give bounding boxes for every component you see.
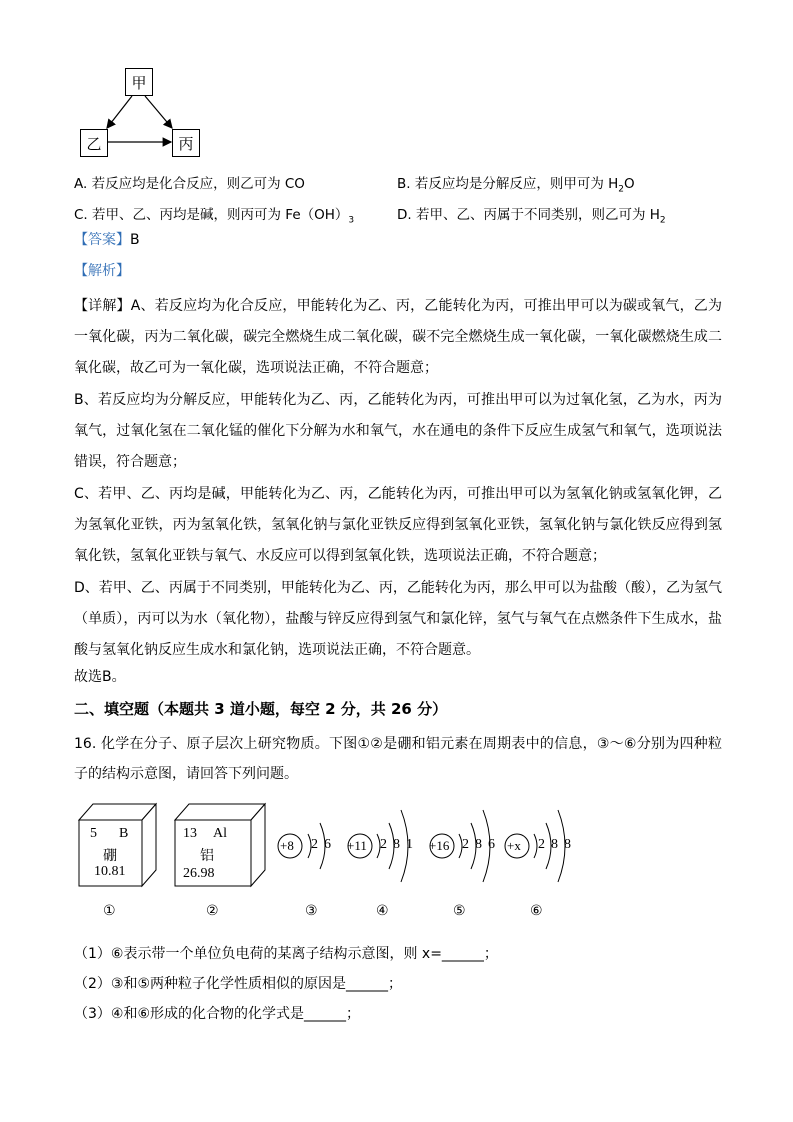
option-d-sub: 2 xyxy=(659,215,666,226)
aluminium-mass: 26.98 xyxy=(183,866,215,881)
aluminium-number: 13 xyxy=(183,826,197,841)
explanation-conclusion: 故选B。 xyxy=(74,669,126,685)
option-c xyxy=(74,203,354,226)
option-a: A. 若反应均是化合反应，则乙可为 CO xyxy=(74,176,305,192)
option-b-suffix: O xyxy=(624,176,635,192)
particle-6-shell-1: 2 xyxy=(538,837,545,852)
aluminium-symbol: Al xyxy=(213,826,227,841)
question16-sub3: （3）④和⑥形成的化合物的化学式是______； xyxy=(74,1006,361,1022)
option-d-prefix: D. 若甲、乙、丙属于不同类别，则乙可为 H xyxy=(397,207,660,223)
diagram-label-yi: 乙 xyxy=(86,134,102,153)
boron-mass: 10.81 xyxy=(94,864,126,879)
answer-label: 【答案】 xyxy=(74,232,130,248)
caption-5: ⑤ xyxy=(453,903,466,919)
caption-2: ② xyxy=(206,903,219,919)
option-b-prefix: B. 若反应均是分解反应，则甲可为 H xyxy=(397,176,619,192)
caption-3: ③ xyxy=(305,903,318,919)
particle-5-shell-1: 2 xyxy=(462,837,469,852)
periodic-cells xyxy=(70,800,275,895)
particle-6-shell-3: 8 xyxy=(564,837,571,852)
aluminium-name: 铝 xyxy=(200,848,214,864)
option-b-sub: 2 xyxy=(618,184,625,195)
option-c-sub: 3 xyxy=(348,215,355,226)
particle-4-nucleus: +11 xyxy=(347,838,367,853)
particle-5-shell-3: 6 xyxy=(488,837,495,852)
explanation-b: B、若反应均为分解反应，甲能转化为乙、丙，乙能转化为丙，可推出甲可以为过氧化氢，乙为水，丙为氧气，过氧化氢在二氧化锰的催化下分解为水和氧气，水在通电的条件下反应生成氢气和氧气，选项说法错误，符合题意； xyxy=(74,392,722,470)
detail-label: 【详解】 xyxy=(74,298,131,314)
caption-4: ④ xyxy=(376,903,389,919)
option-c-prefix: C. 若甲、乙、丙均是碱，则丙可为 Fe（OH） xyxy=(74,207,349,223)
particle-5-shell-2: 8 xyxy=(475,837,482,852)
answer-line xyxy=(74,229,140,249)
particle-3-shell-2: 6 xyxy=(324,837,331,852)
explanation-a-text: A、若反应均为化合反应，甲能转化为乙、丙，乙能转化为丙，可推出甲可以为碳或氧气，乙为一氧化碳，丙为二氧化碳，碳完全燃烧生成二氧化碳，碳不完全燃烧生成一氧化碳，一氧化碳燃烧生成二氧化碳，故乙可为一氧化碳，选项说法正确，不符合题意； xyxy=(74,298,722,376)
arrow-jia-to-bing xyxy=(145,96,172,128)
boron-number: 5 xyxy=(90,826,97,841)
diagram-label-bing: 丙 xyxy=(178,134,194,153)
particle-6-nucleus: +x xyxy=(507,838,521,853)
boron-symbol: B xyxy=(119,826,129,841)
caption-1: ① xyxy=(103,903,116,919)
explanation-d: D、若甲、乙、丙属于不同类别，甲能转化为乙、丙，乙能转化为丙，那么甲可以为盐酸（酸），乙为氢气（单质），丙可以为水（氧化物），盐酸与锌反应得到氢气和氯化锌，氢气与氧气在点燃条件下生成水，盐酸与氢氧化钠反应生成水和氯化钠，选项说法正确，不符合题意。 xyxy=(74,580,722,658)
particle-6-shell-2: 8 xyxy=(551,837,558,852)
question16-sub1: （1）⑥表示带一个单位负电荷的某离子结构示意图，则 x=______； xyxy=(74,946,498,962)
diagram-arrows xyxy=(0,0,260,170)
particle-3-nucleus: +8 xyxy=(280,838,294,853)
caption-6: ⑥ xyxy=(530,903,543,919)
option-b xyxy=(397,172,635,195)
option-d xyxy=(397,203,666,226)
section-title: 二、填空题（本题共 3 道小题，每空 2 分，共 26 分） xyxy=(74,700,448,718)
explanation-a xyxy=(74,291,722,384)
question16-sub2: （2）③和⑤两种粒子化学性质相似的原因是______； xyxy=(74,976,403,992)
explanation-c: C、若甲、乙、丙均是碱，甲能转化为乙、丙，乙能转化为丙，可推出甲可以为氢氧化钠或氢氧化钾，乙为氢氧化亚铁，丙为氢氧化铁，氢氧化钠与氯化亚铁反应得到氢氧化亚铁，氢氧化钠与氯化铁反应得到氢氧化铁，氢氧化亚铁与氧气、水反应可以得到氢氧化铁，选项说法正确，不符合题意； xyxy=(74,486,722,564)
arrow-jia-to-yi xyxy=(107,96,132,128)
question16-text: 16. 化学在分子、原子层次上研究物质。下图①②是硼和铝元素在周期表中的信息，③～⑥分别为四种粒子的结构示意图，请回答下列问题。 xyxy=(74,736,722,782)
particle-3-shell-1: 2 xyxy=(311,837,318,852)
particle-5-nucleus: +16 xyxy=(429,838,450,853)
particle-4-shell-1: 2 xyxy=(380,837,387,852)
particle-4-shell-2: 8 xyxy=(393,837,400,852)
diagram-label-jia: 甲 xyxy=(131,73,147,92)
boron-name: 硼 xyxy=(103,848,117,864)
analysis-label: 【解析】 xyxy=(74,263,130,279)
answer-value: B xyxy=(130,232,140,248)
particle-4-shell-3: 1 xyxy=(406,837,413,852)
